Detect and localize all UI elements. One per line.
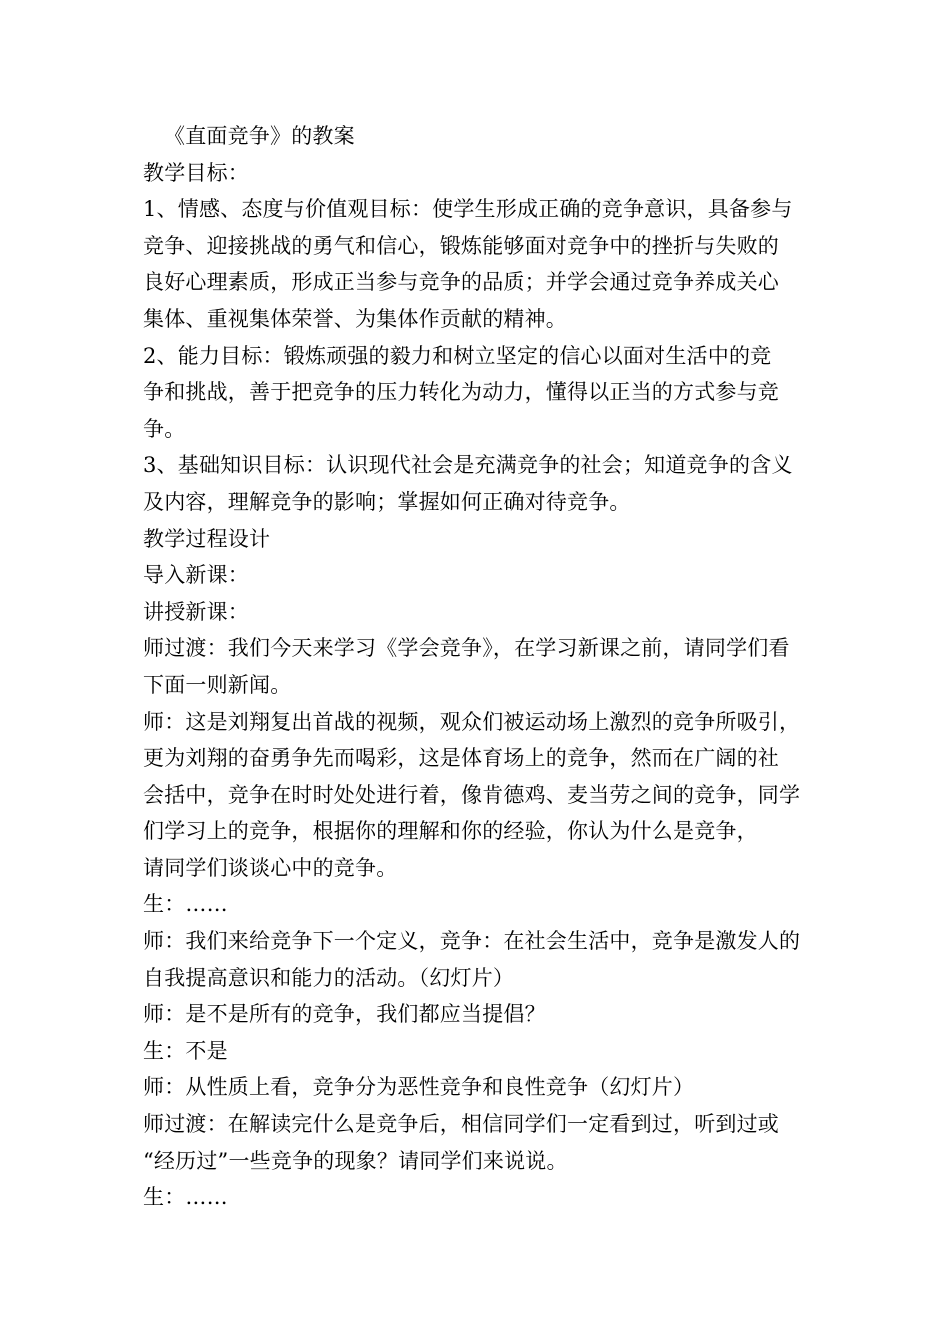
section-heading-objectives: 教学目标： xyxy=(143,160,249,185)
paragraph-line: 请同学们谈谈心中的竞争。 xyxy=(143,855,398,880)
paragraph-line: 争。 xyxy=(143,416,186,441)
paragraph-line: 1、情感、态度与价值观目标：使学生形成正确的竞争意识，具备参与 xyxy=(143,197,793,222)
paragraph-line: 3、基础知识目标：认识现代社会是充满竞争的社会；知道竞争的含义 xyxy=(143,453,793,478)
paragraph-line: 师：我们来给竞争下一个定义，竞争：在社会生活中，竞争是激发人的 xyxy=(143,929,801,954)
paragraph-line: 师过渡：在解读完什么是竞争后，相信同学们一定看到过，听到过或 xyxy=(143,1112,779,1137)
dialogue-line: 生：不是 xyxy=(143,1038,228,1063)
document-page xyxy=(143,118,823,1216)
dialogue-line: 师：是不是所有的竞争，我们都应当提倡？ xyxy=(143,1002,546,1027)
paragraph-line: 争和挑战，善于把竞争的压力转化为动力，懂得以正当的方式参与竞 xyxy=(143,380,779,405)
paragraph-line: 2、能力目标：锻炼顽强的毅力和树立坚定的信心以面对生活中的竞 xyxy=(143,343,772,368)
paragraph-line: 们学习上的竞争，根据你的理解和你的经验，你认为什么是竞争， xyxy=(143,819,758,844)
section-heading-intro: 导入新课： xyxy=(143,563,249,588)
document-title: 《直面竞争》的教案 xyxy=(164,124,355,148)
paragraph-line: 下面一则新闻。 xyxy=(143,672,292,697)
paragraph-line: 良好心理素质，形成正当参与竞争的品质；并学会通过竞争养成关心 xyxy=(143,270,779,295)
paragraph-line: 及内容，理解竞争的影响；掌握如何正确对待竞争。 xyxy=(143,489,631,514)
paragraph-line: 师过渡：我们今天来学习《学会竞争》，在学习新课之前，请同学们看 xyxy=(143,636,790,661)
paragraph-line: 竞争、迎接挑战的勇气和信心，锻炼能够面对竞争中的挫折与失败的 xyxy=(143,233,779,258)
paragraph-line: 更为刘翔的奋勇争先而喝彩，这是体育场上的竞争，然而在广阔的社 xyxy=(143,746,779,771)
section-heading-process: 教学过程设计 xyxy=(143,526,271,551)
paragraph-line: 师：这是刘翔复出首战的视频，观众们被运动场上激烈的竞争所吸引， xyxy=(143,709,801,734)
dialogue-line: 生：…… xyxy=(143,892,228,917)
paragraph-line: 集体、重视集体荣誉、为集体作贡献的精神。 xyxy=(143,306,567,331)
paragraph-line: “经历过”一些竞争的现象？请同学们来说说。 xyxy=(143,1148,568,1173)
dialogue-line: 生：…… xyxy=(143,1185,228,1210)
paragraph-line: 自我提高意识和能力的活动。（幻灯片） xyxy=(143,965,515,990)
paragraph-line: 会括中，竞争在时时处处进行着，像肯德鸡、麦当劳之间的竞争，同学 xyxy=(143,782,801,807)
section-heading-lecture: 讲授新课： xyxy=(143,599,249,624)
dialogue-line: 师：从性质上看，竞争分为恶性竞争和良性竞争（幻灯片） xyxy=(143,1075,695,1100)
